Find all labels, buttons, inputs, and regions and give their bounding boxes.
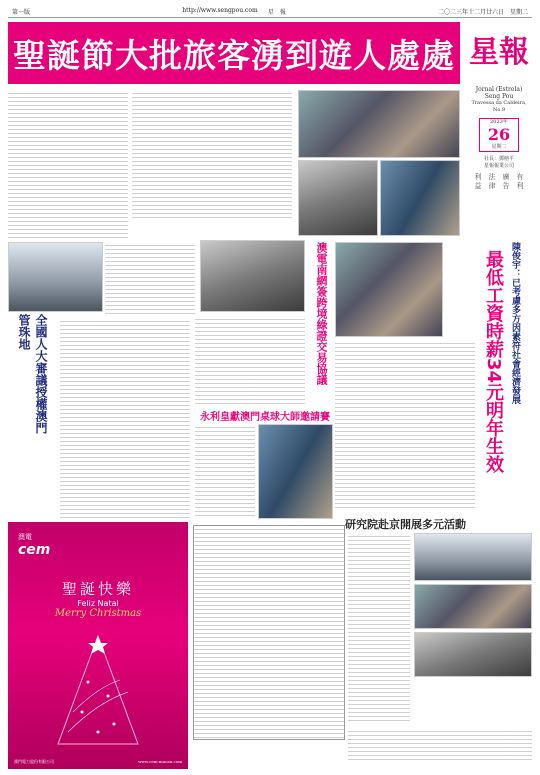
ad-url[interactable]: www.cem-macau.com — [138, 759, 182, 764]
masthead-sub-pt: Jornal (Estrela) — [475, 86, 523, 93]
brand-en: cem — [18, 542, 51, 558]
cem-signing-photo — [200, 240, 305, 312]
paper-title-small: 星 報 — [267, 9, 286, 16]
official-portrait-photo — [335, 242, 443, 337]
article-text-block — [348, 728, 532, 760]
article-text-block — [335, 340, 475, 510]
article-text-block — [195, 316, 305, 406]
min-wage-headline: 最低工資時薪34元明年生效 — [483, 250, 504, 474]
date-year: 2023年 — [490, 119, 508, 125]
min-wage-subheadline: 陳俊宇：已考慮多方因素符社會經濟發展 — [510, 242, 520, 404]
tourist-photo — [298, 160, 378, 236]
main-headline-banner — [8, 22, 460, 84]
date-box — [479, 118, 519, 152]
crowd-photo — [298, 90, 460, 158]
cem-christmas-ad[interactable] — [8, 522, 188, 769]
research-photo-1 — [414, 533, 532, 581]
date-day: 26 — [487, 125, 511, 144]
brand-zh: 澳電 — [18, 533, 32, 541]
top-bar — [8, 6, 532, 18]
research-photo-2 — [414, 584, 532, 629]
public-notice-box — [193, 525, 345, 740]
ad-greeting — [8, 578, 188, 619]
research-headline: 研究院赴京開展多元活動 — [345, 518, 466, 531]
article-text-block — [195, 424, 255, 519]
article-text-block — [8, 90, 128, 240]
paper-rules — [466, 173, 532, 191]
masthead-info — [466, 86, 532, 236]
company-name: 星報報業公司 — [483, 163, 514, 169]
greeting-pt: Feliz Natal — [77, 599, 119, 608]
cem-logo — [18, 532, 50, 558]
masthead-address: Travessa da Caldeira, No.9 — [471, 100, 527, 113]
notice-text — [194, 526, 344, 739]
rules-line-1: 利 法 廣 有 — [474, 173, 524, 181]
christmas-tree-icon — [48, 632, 148, 752]
masthead-sub-name: Seng Pou — [484, 93, 514, 100]
ad-company: 澳門電力股份有限公司 — [14, 759, 54, 764]
ad-footer — [14, 759, 182, 765]
main-headline: 聖誕節大批旅客湧到遊人處處 — [13, 35, 455, 75]
masthead — [466, 22, 532, 84]
cem-green-cert-headline: 澳電南網簽跨境綠證交易協議 — [315, 242, 328, 385]
article-text-block — [105, 242, 195, 314]
issue-date: 二〇二三年十二月廿六日 星期二 — [437, 9, 528, 16]
article-text-block — [348, 533, 410, 723]
rules-line-2: 益 律 告 利 — [474, 182, 524, 190]
snooker-photo — [258, 424, 333, 519]
snooker-headline: 永利皇獻澳門桌球大師邀請賽 — [200, 412, 330, 423]
border-photo — [380, 160, 460, 236]
masthead-title: 星報 — [469, 35, 529, 70]
article-text-block — [132, 90, 292, 220]
page-number: 第一版 — [12, 9, 31, 16]
publisher-label: 社長：鄧榕平 — [483, 156, 514, 162]
site-url[interactable]: http://www.sengpou.com — [182, 7, 258, 14]
nat-people-congress-headline: 全國人大審議授權澳門管珠地 — [17, 314, 48, 434]
skyline-photo — [8, 242, 103, 312]
greeting-zh: 聖誕快樂 — [61, 580, 134, 598]
greeting-en: Merry Christmas — [54, 608, 142, 619]
date-weekday: 星期二 — [491, 144, 507, 150]
article-text-block — [60, 318, 190, 518]
research-photo-3 — [414, 632, 532, 677]
